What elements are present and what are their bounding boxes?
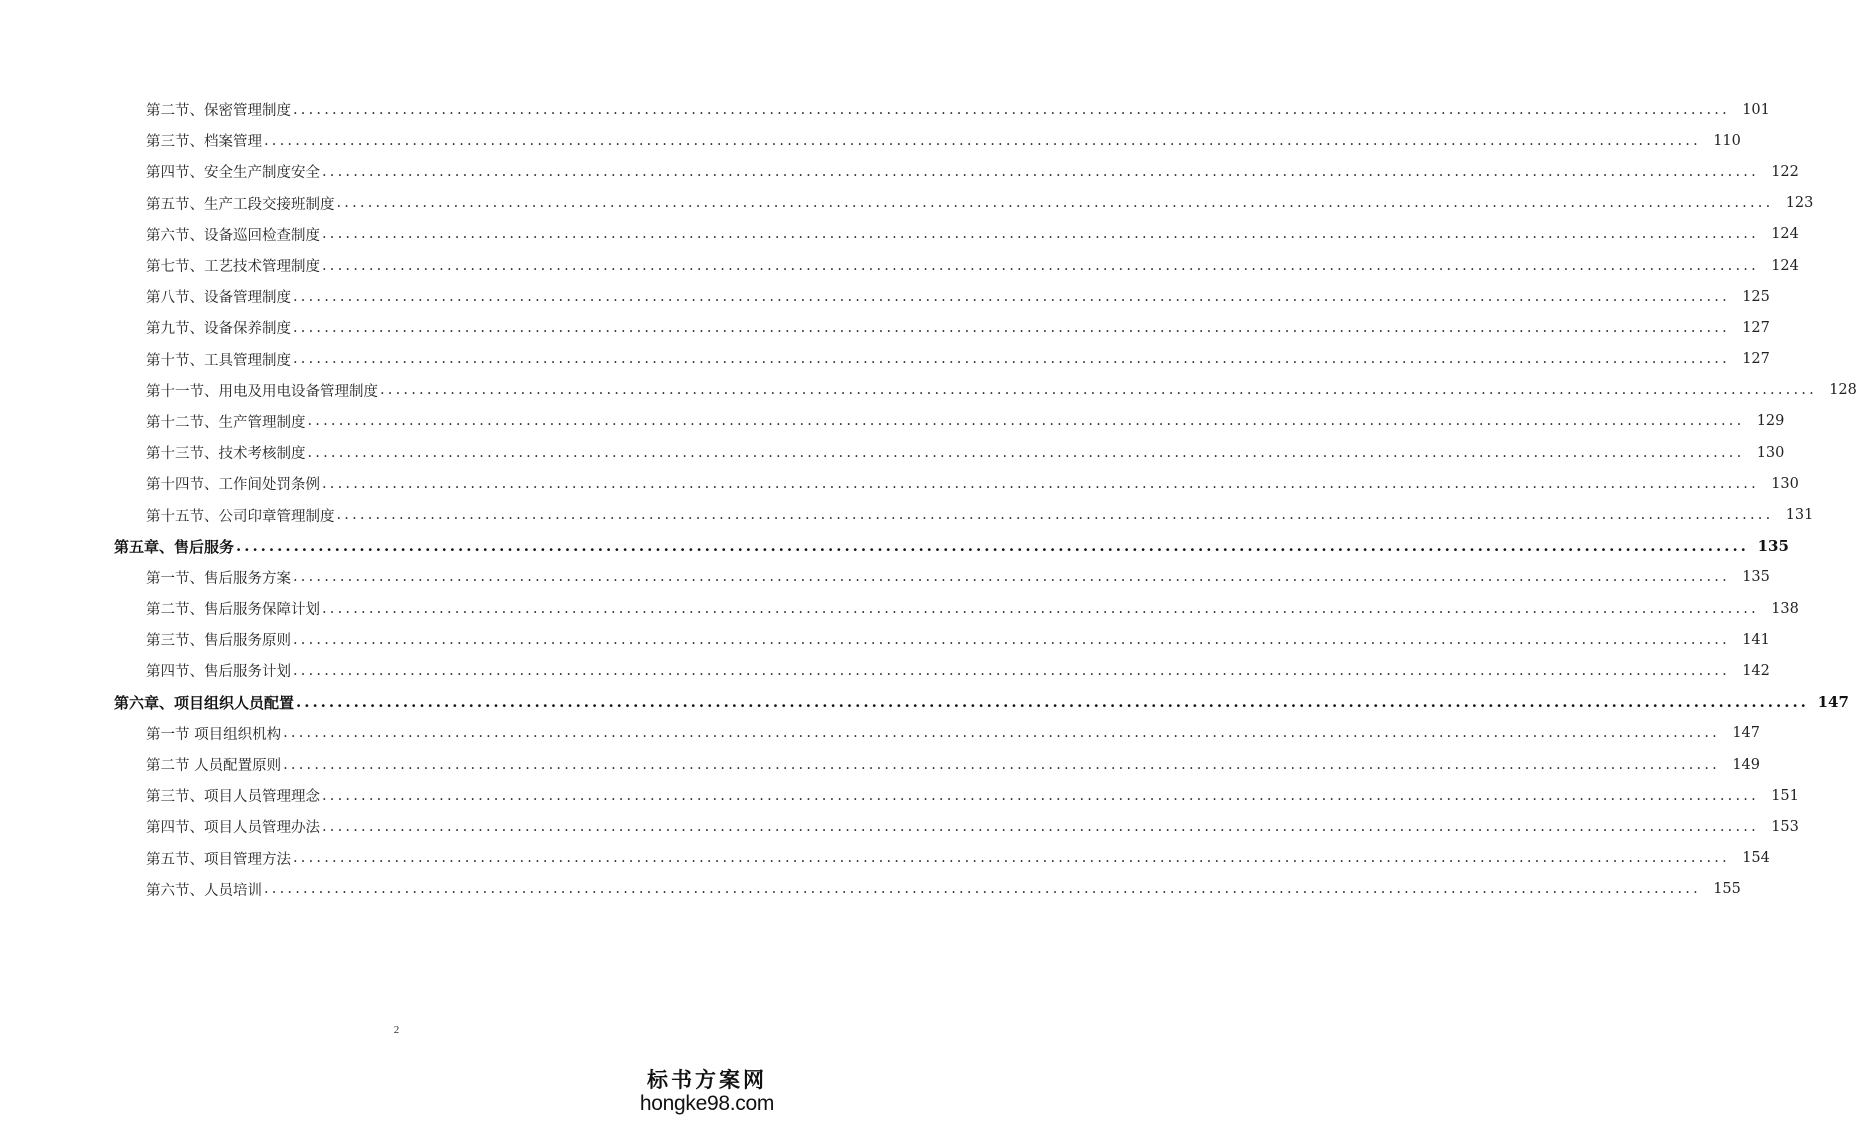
toc-entry[interactable] [0,811,1799,842]
toc-entry-title: 第三节、项目人员管理理念 [146,789,320,806]
toc-dot-leader: ........................................................................................................................................................................................ [293,662,1730,679]
toc-entry-title: 第十一节、用电及用电设备管理制度 [146,383,378,400]
toc-dot-leader: ........................................................................................................................................................................................ [264,881,1701,898]
toc-dot-leader: ........................................................................................................................................................................................ [307,444,1745,461]
toc-entry[interactable] [0,874,1741,905]
toc-entry-page: 135 [1742,569,1770,586]
toc-entry-title: 第一节、售后服务方案 [146,570,291,587]
toc-entry[interactable] [0,94,1770,125]
toc-entry-title: 第八节、设备管理制度 [146,290,291,307]
toc-dot-leader: ........................................................................................................................................................................................ [283,756,1720,773]
toc-entry[interactable] [0,593,1799,624]
watermark-url: hongke98.com [639,1092,775,1115]
toc-entry-page: 141 [1742,631,1770,648]
table-of-contents [0,94,1857,905]
toc-dot-leader: ........................................................................................................................................................................................ [293,631,1730,648]
watermark-logo [637,1068,777,1116]
toc-dot-leader: ........................................................................................................................................................................................ [336,507,1774,524]
toc-entry[interactable] [0,468,1799,499]
toc-entry-title: 第四节、售后服务计划 [146,664,291,681]
toc-entry[interactable] [0,780,1799,811]
toc-entry-page: 124 [1771,257,1799,274]
toc-entry[interactable] [0,437,1785,468]
toc-entry[interactable] [0,188,1814,219]
toc-dot-leader: ........................................................................................................................................................................................ [293,319,1730,336]
toc-entry-title: 第二节 人员配置原则 [146,758,282,775]
toc-dot-leader: ........................................................................................................................................................................................ [322,257,1759,274]
toc-entry-title: 第七节、工艺技术管理制度 [146,259,320,276]
toc-dot-leader: ........................................................................................................................................................................................ [293,101,1730,118]
toc-dot-leader: ........................................................................................................................................................................................ [307,413,1745,430]
toc-entry-page: 122 [1771,163,1799,180]
toc-entry-title: 第三节、售后服务原则 [146,633,291,650]
toc-dot-leader: ........................................................................................................................................................................................ [293,288,1730,305]
toc-entry[interactable] [0,156,1799,187]
toc-dot-leader: ........................................................................................................................................................................................ [283,725,1720,742]
toc-entry[interactable] [0,344,1770,375]
toc-entry-page: 149 [1732,756,1760,773]
toc-entry-title: 第九节、设备保养制度 [146,321,291,338]
toc-entry-page: 155 [1713,881,1741,898]
toc-dot-leader: ........................................................................................................................................................................................ [236,537,1749,556]
toc-dot-leader: ........................................................................................................................................................................................ [336,195,1774,212]
toc-entry-page: 123 [1785,195,1814,212]
toc-entry-title: 第三节、档案管理 [146,134,262,151]
toc-dot-leader: ........................................................................................................................................................................................ [296,693,1809,712]
toc-entry-title: 第十节、工具管理制度 [146,352,291,369]
toc-entry[interactable] [0,718,1760,749]
toc-entry-title: 第六节、人员培训 [146,882,262,899]
toc-chapter-entry[interactable] [0,531,1789,562]
toc-entry-title: 第十四节、工作间处罚条例 [146,477,320,494]
toc-entry-page: 128 [1829,382,1857,399]
toc-dot-leader: ........................................................................................................................................................................................ [380,382,1817,399]
toc-entry[interactable] [0,624,1770,655]
toc-entry-page: 153 [1771,818,1799,835]
toc-entry-title: 第四节、项目人员管理办法 [146,820,320,837]
toc-entry[interactable] [0,655,1770,686]
toc-entry-page: 101 [1742,101,1770,118]
toc-entry-page: 110 [1713,132,1741,149]
toc-dot-leader: ........................................................................................................................................................................................ [264,132,1701,149]
toc-entry-page: 127 [1742,319,1770,336]
toc-entry-page: 124 [1771,226,1799,243]
toc-dot-leader: ........................................................................................................................................................................................ [293,351,1730,368]
toc-entry[interactable] [0,406,1785,437]
toc-entry-title: 第十二节、生产管理制度 [146,414,306,431]
toc-entry[interactable] [0,499,1814,530]
toc-entry-page: 131 [1785,507,1814,524]
toc-entry-title: 第五节、生产工段交接班制度 [146,196,335,213]
toc-entry-title: 第二节、保密管理制度 [146,103,291,120]
toc-chapter-entry[interactable] [0,687,1849,718]
toc-dot-leader: ........................................................................................................................................................................................ [293,569,1730,586]
toc-entry[interactable] [0,281,1770,312]
toc-dot-leader: ........................................................................................................................................................................................ [322,787,1759,804]
toc-entry[interactable] [0,562,1770,593]
toc-entry[interactable] [0,312,1770,343]
toc-dot-leader: ........................................................................................................................................................................................ [322,475,1759,492]
toc-dot-leader: ........................................................................................................................................................................................ [322,600,1759,617]
toc-entry-page: 142 [1742,662,1770,679]
toc-chapter-page: 135 [1757,537,1789,556]
toc-dot-leader: ........................................................................................................................................................................................ [322,818,1759,835]
toc-entry-page: 130 [1771,475,1799,492]
watermark-title: 标书方案网 [647,1067,767,1092]
toc-entry[interactable] [0,219,1799,250]
toc-entry[interactable] [0,250,1799,281]
toc-entry-title: 第十三节、技术考核制度 [146,446,306,463]
toc-chapter-title: 第五章、售后服务 [114,537,235,556]
toc-dot-leader: ........................................................................................................................................................................................ [322,226,1759,243]
toc-entry-page: 138 [1771,600,1799,617]
toc-chapter-title: 第六章、项目组织人员配置 [114,693,295,712]
toc-entry-page: 129 [1756,413,1785,430]
toc-entry-title: 第十五节、公司印章管理制度 [146,508,335,525]
toc-chapter-page: 147 [1817,693,1849,712]
toc-entry-title: 第六节、设备巡回检查制度 [146,227,320,244]
toc-entry[interactable] [0,125,1741,156]
toc-entry-title: 第四节、安全生产制度安全 [146,165,320,182]
toc-entry[interactable] [0,375,1857,406]
toc-entry-title: 第五节、项目管理方法 [146,851,291,868]
toc-entry-page: 130 [1756,444,1785,461]
toc-entry[interactable] [0,749,1760,780]
page-number: 2 [393,1024,400,1036]
toc-entry-page: 147 [1732,725,1760,742]
toc-dot-leader: ........................................................................................................................................................................................ [322,163,1759,180]
toc-entry-title: 第二节、售后服务保障计划 [146,602,320,619]
toc-entry[interactable] [0,843,1770,874]
toc-entry-page: 125 [1742,288,1770,305]
toc-entry-page: 151 [1771,787,1799,804]
toc-entry-page: 154 [1742,850,1770,867]
toc-entry-title: 第一节 项目组织机构 [146,726,282,743]
toc-entry-page: 127 [1742,351,1770,368]
toc-dot-leader: ........................................................................................................................................................................................ [293,850,1730,867]
